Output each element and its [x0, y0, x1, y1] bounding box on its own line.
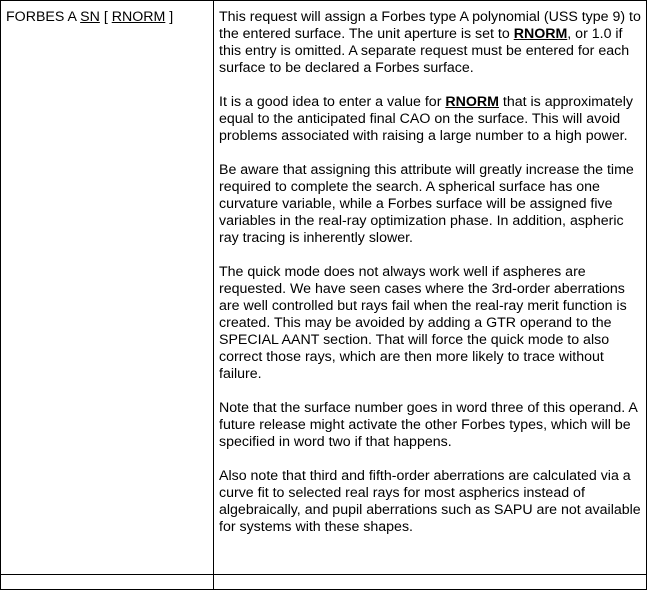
paragraph-text: that is approximately equal to the anticipated final CAO on the surface. This will avoid problems associated with raising a large number to a high power. [219, 94, 634, 144]
command-keyword: FORBES A [6, 9, 77, 25]
command-description [219, 9, 643, 553]
paragraph-rnorm-advice [219, 94, 643, 145]
command-syntax [6, 9, 173, 26]
rnorm-keyword: RNORM [513, 26, 568, 42]
table-row-border [0, 574, 647, 575]
optional-bracket-open: [ [103, 9, 108, 25]
paragraph-aberrations: Also note that third and fifth-order aberrations are calculated via a curve fit to selected real rays for most aspherics instead of algebraically, and pupil aberrations such as SAPU are not available for systems with these shapes. [219, 468, 641, 535]
rnorm-keyword: RNORM [445, 94, 499, 110]
rnorm-arg: RNORM [111, 9, 166, 25]
paragraph-unit-aperture [219, 9, 643, 77]
optional-bracket-close: ] [169, 9, 174, 25]
paragraph-search-time: Be aware that assigning this attribute will greatly increase the time required to complete the search. A spherical surface has one curvature variable, while a Forbes surface will be assigned five variables in the real-ray optimization phase. In addition, aspheric ray tracing is inherently slower. [219, 162, 634, 246]
paragraph-surface-number: Note that the surface number goes in word three of this operand. A future release might activate the other Forbes types, which will be specified in word two if that happens. [219, 400, 637, 450]
paragraph-text: , or 1.0 if this entry is omitted. A separate request must be entered for each surface to be declared a Forbes surface. [219, 26, 630, 76]
paragraph-text: It is a good idea to enter a value for [219, 94, 446, 110]
paragraph-text: This request will assign a Forbes type A polynomial (USS type 9) to the entered surface. The unit aperture is set to [219, 9, 641, 42]
paragraph-quick-mode: The quick mode does not always work well if aspheres are requested. We have seen cases where the 3rd-order aberrations are well controlled but rays fail when the real-ray merit function is created. This may be avoided by adding a GTR operand to the SPECIAL AANT section. That will force the quick mode to also correct those rays, which are then more likely to trace without failure. [219, 264, 627, 382]
column-divider [213, 0, 214, 590]
surface-number-arg: SN [80, 9, 100, 25]
